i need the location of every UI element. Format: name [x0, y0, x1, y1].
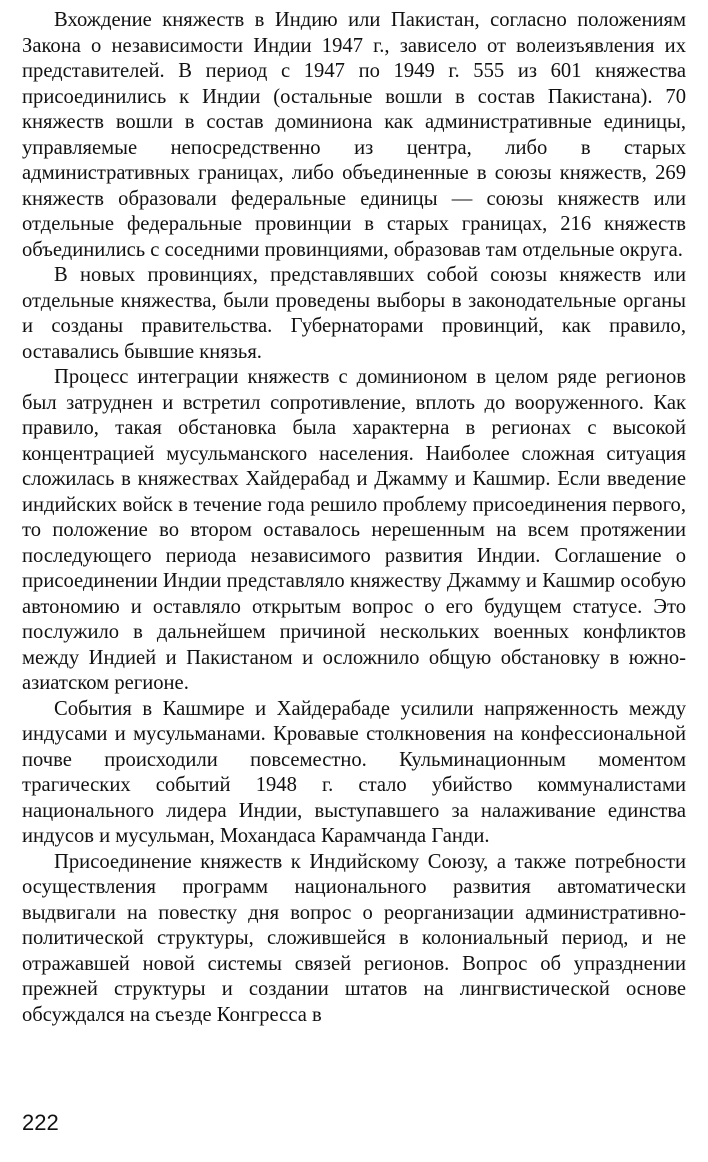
- page-number: 222: [22, 1110, 59, 1135]
- paragraph-3: Процесс интеграции княжеств с доминионом в целом ряде регионов был затруднен и встретил сопротивление, вплоть до вооруженного. Как правило, такая обстановка была характерна в регионах с высокой концентрацией мусульманского населения. Наиболее сложная ситуация сложилась в княжествах Хайдерабад и Джамму и Кашмир. Если введение индийских войск в течение года решило проблему присоединения первого, то положение во втором оставалось нерешенным на всем протяжении последующего периода независимого развития Индии. Соглашение о присоединении Индии представляло княжеству Джамму и Кашмир особую автономию и оставляло открытым вопрос о его будущем статусе. Это послужило в дальнейшем причиной нескольких военных конфликтов между Индией и Пакистаном и осложнило общую обстановку в южно-азиатском регионе.: [22, 366, 686, 694]
- body-text: [22, 8, 686, 1028]
- paragraph-2: В новых провинциях, представлявших собой союзы княжеств или отдельные княжества, были проведены выборы в законодательные органы и созданы правительства. Губернаторами провинций, как правило, оставались бывшие князья.: [22, 264, 686, 363]
- paragraph-5: Присоединение княжеств к Индийскому Союзу, а также потребности осуществления программ национального развития автоматически выдвигали на повестку дня вопрос о реорганизации административно-политической структуры, сложившейся в колониальный период, и не отражавшей новой системы связей регионов. Вопрос об упразднении прежней структуры и создании штатов на лингвистической основе обсуждался на съезде Конгресса в: [22, 850, 686, 1026]
- paragraph-4: События в Кашмире и Хайдерабаде усилили напряженность между индусами и мусульманами. Кровавые столкновения на конфессиональной почве происходили повсеместно. Кульминационным моментом трагических событий 1948 г. стало убийство коммуналистами национального лидера Индии, выступавшего за налаживание единства индусов и мусульман, Мохандаса Карамчанда Ганди.: [22, 697, 686, 847]
- paragraph-1: Вхождение княжеств в Индию или Пакистан, согласно положениям Закона о независимости Индии 1947 г., зависело от волеизъявления их представителей. В период с 1947 по 1949 г. 555 из 601 княжества присоединились к Индии (остальные вошли в состав Пакистана). 70 княжеств вошли в состав доминиона как административные единицы, управляемые непосредственно из центра, либо в старых административных границах, либо объединенные в союзы княжеств, 269 княжеств образовали федеральные единицы — союзы княжеств или отдельные федеральные провинции в старых границах, 216 княжеств объединились с соседними провинциями, образовав там отдельные округа.: [22, 9, 686, 261]
- document-page: [22, 8, 686, 1158]
